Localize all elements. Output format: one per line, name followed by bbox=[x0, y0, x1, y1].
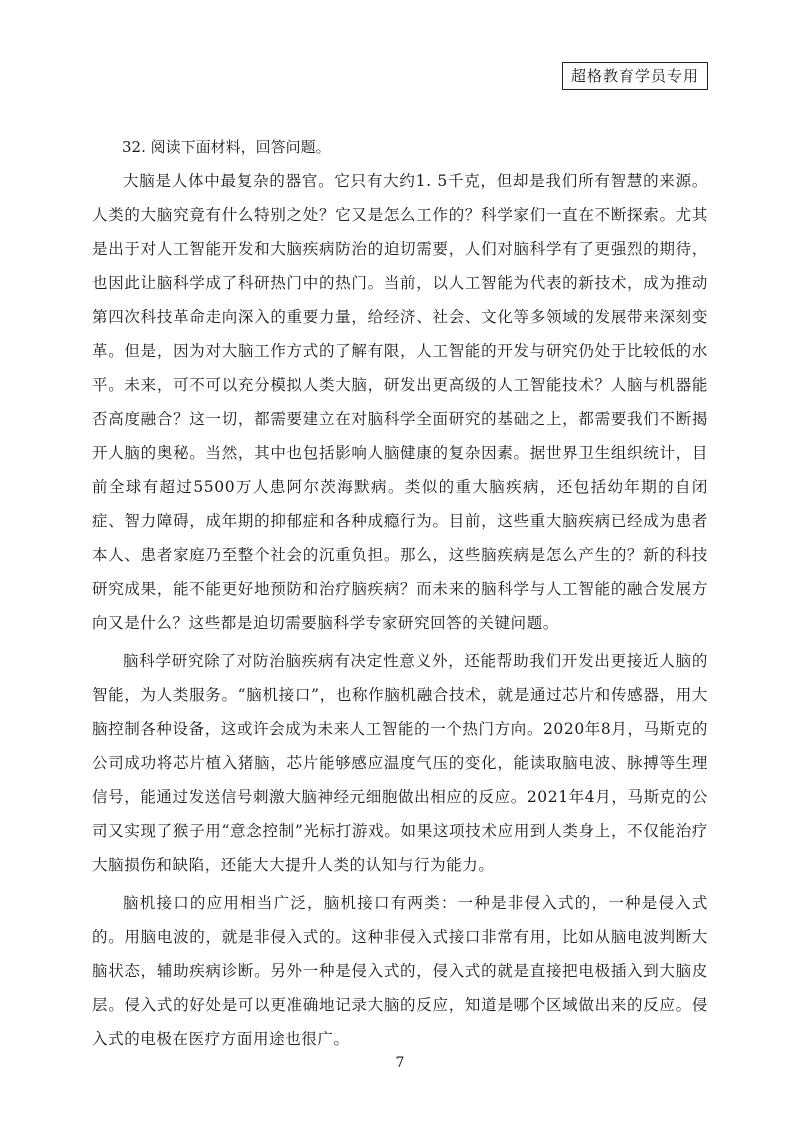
watermark-stamp: 超格教育学员专用 bbox=[562, 62, 708, 90]
document-body bbox=[92, 130, 708, 1060]
paragraph-2: 脑科学研究除了对防治脑疾病有决定性意义外，还能帮助我们开发出更接近人脑的智能，为人类服务。“脑机接口”，也称作脑机融合技术，就是通过芯片和传感器，用大脑控制各种设备，这或许会成为未来人工智能的一个热门方向。2020年8月，马斯克的公司成功将芯片植入猪脑，芯片能够感应温度气压的变化，能读取脑电波、脉搏等生理信号，能通过发送信号刺激大脑神经元细胞做出相应的反应。2021年4月，马斯克的公司又实现了猴子用“意念控制”光标打游戏。如果这项技术应用到人类身上，不仅能治疗大脑损伤和缺陷，还能大大提升人类的认知与行为能力。 bbox=[92, 652, 708, 874]
page-number: 7 bbox=[395, 1055, 405, 1071]
paragraph-3: 脑机接口的应用相当广泛，脑机接口有两类：一种是非侵入式的，一种是侵入式的。用脑电波的，就是非侵入式的。这种非侵入式接口非常有用，比如从脑电波判断大脑状态，辅助疾病诊断。另外一种是侵入式的，侵入式的就是直接把电极插入到大脑皮层。侵入式的好处是可以更准确地记录大脑的反应，知道是哪个区域做出来的反应。侵入式的电极在医疗方面用途也很广。 bbox=[92, 894, 708, 1048]
paragraph-1: 大脑是人体中最复杂的器官。它只有大约1. 5千克，但却是我们所有智慧的来源。人类的大脑究竟有什么特别之处？它又是怎么工作的？科学家们一直在不断探索。尤其是出于对人工智能开发和大脑疾病防治的迫切需要，人们对脑科学有了更强烈的期待，也因此让脑科学成了科研热门中的热门。当前，以人工智能为代表的新技术，成为推动第四次科技革命走向深入的重要力量，给经济、社会、文化等多领域的发展带来深刻变革。但是，因为对大脑工作方式的了解有限，人工智能的开发与研究仍处于比较低的水平。未来，可不可以充分模拟人类大脑，研发出更高级的人工智能技术？人脑与机器能否高度融合？这一切，都需要建立在对脑科学全面研究的基础之上，都需要我们不断揭开人脑的奥秘。当然，其中也包括影响人脑健康的复杂因素。据世界卫生组织统计，目前全球有超过5500万人患阿尔茨海默病。类似的重大脑疾病，还包括幼年期的自闭症、智力障碍，成年期的抑郁症和各种成瘾行为。目前，这些重大脑疾病已经成为患者本人、患者家庭乃至整个社会的沉重负担。那么，这些脑疾病是怎么产生的？新的科技研究成果，能不能更好地预防和治疗脑疾病？而未来的脑科学与人工智能的融合发展方向又是什么？这些都是迫切需要脑科学专家研究回答的关键问题。 bbox=[92, 172, 708, 632]
question-heading: 32. 阅读下面材料，回答问题。 bbox=[122, 138, 331, 156]
